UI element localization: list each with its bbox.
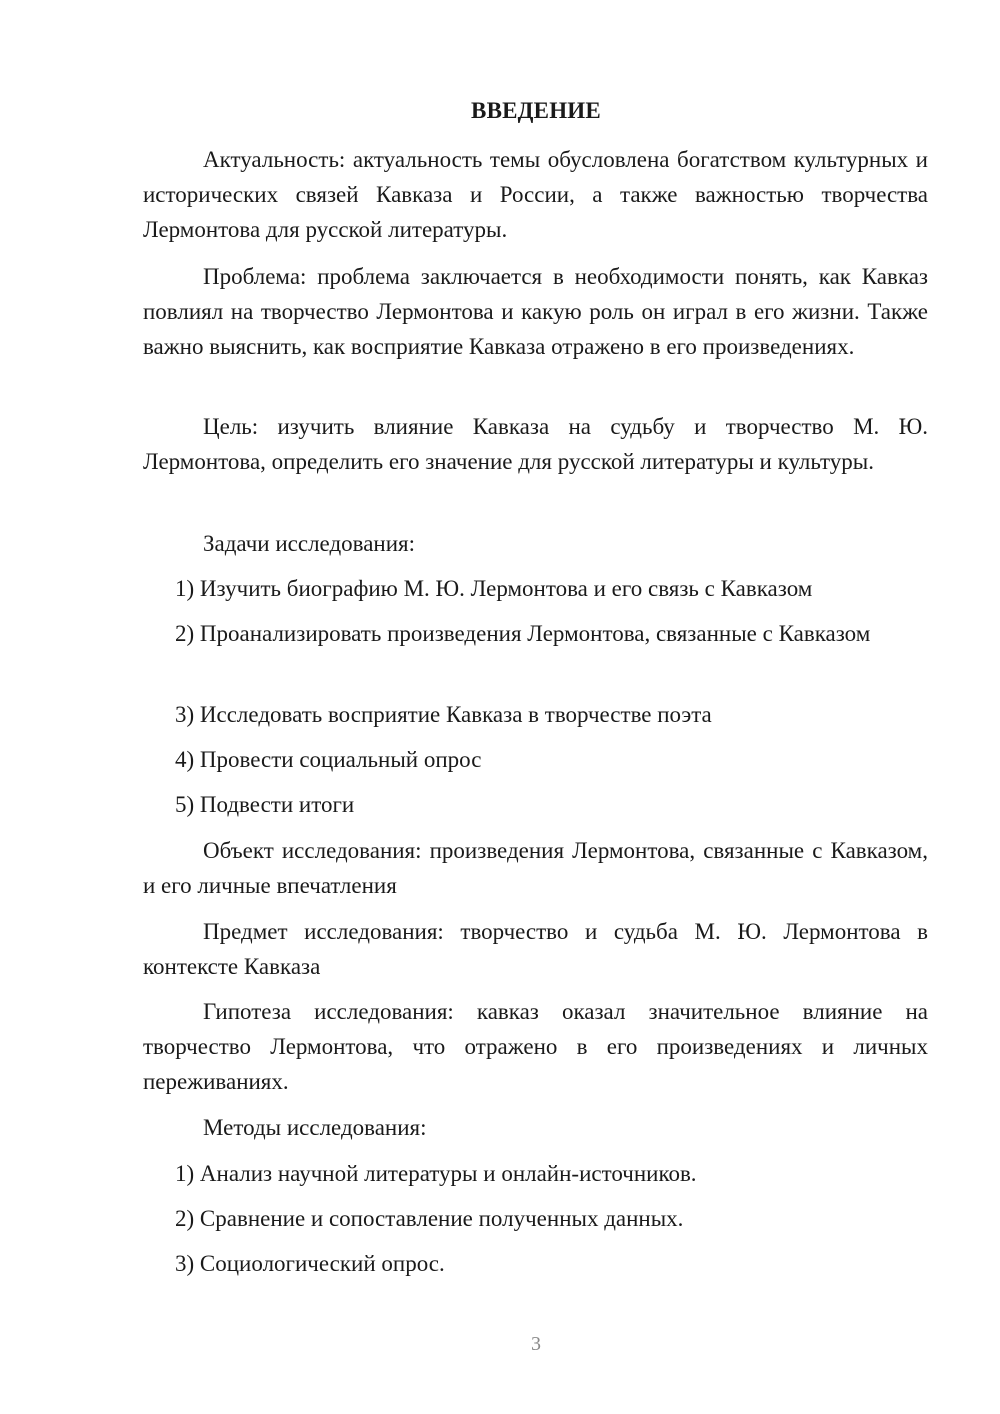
list-item-task-2: 2) Проанализировать произведения Лермонтова, связанные с Кавказом xyxy=(175,621,871,646)
paragraph-hypothesis: Гипотеза исследования: кавказ оказал значительное влияние на творчество Лермонтова, что отражено в его произведениях и личных переживаниях. xyxy=(143,999,928,1094)
paragraph-methods-heading: Методы исследования: xyxy=(203,1115,427,1140)
list-item-task-4: 4) Провести социальный опрос xyxy=(175,747,482,772)
list-item-task-3: 3) Исследовать восприятие Кавказа в творчестве поэта xyxy=(175,702,712,727)
paragraph-goal: Цель: изучить влияние Кавказа на судьбу и творчество М. Ю. Лермонтова, определить его значение для русской литературы и культуры. xyxy=(143,414,928,474)
list-item-task-5: 5) Подвести итоги xyxy=(175,792,355,817)
paragraph-problem: Проблема: проблема заключается в необходимости понять, как Кавказ повлиял на творчество Лермонтова и какую роль он играл в его жизни. Также важно выяснить, как восприятие Кавказа отражено в его произведениях. xyxy=(143,264,928,359)
list-item-method-1: 1) Анализ научной литературы и онлайн-источников. xyxy=(175,1161,697,1186)
paragraph-relevance: Актуальность: актуальность темы обусловлена богатством культурных и исторических связей Кавказа и России, а также важностью творчества Лермонтова для русской литературы. xyxy=(143,147,928,242)
paragraph-tasks-heading: Задачи исследования: xyxy=(203,531,416,556)
paragraph-subject: Предмет исследования: творчество и судьба М. Ю. Лермонтова в контексте Кавказа xyxy=(143,919,928,979)
list-item-task-1: 1) Изучить биографию М. Ю. Лермонтова и его связь с Кавказом xyxy=(175,576,813,601)
paragraph-object: Объект исследования: произведения Лермонтова, связанные с Кавказом, и его личные впечатления xyxy=(143,838,928,898)
page-number: 3 xyxy=(531,1333,541,1355)
section-heading: ВВЕДЕНИЕ xyxy=(471,98,601,123)
list-item-method-2: 2) Сравнение и сопоставление полученных данных. xyxy=(175,1206,684,1231)
list-item-method-3: 3) Социологический опрос. xyxy=(175,1251,445,1276)
